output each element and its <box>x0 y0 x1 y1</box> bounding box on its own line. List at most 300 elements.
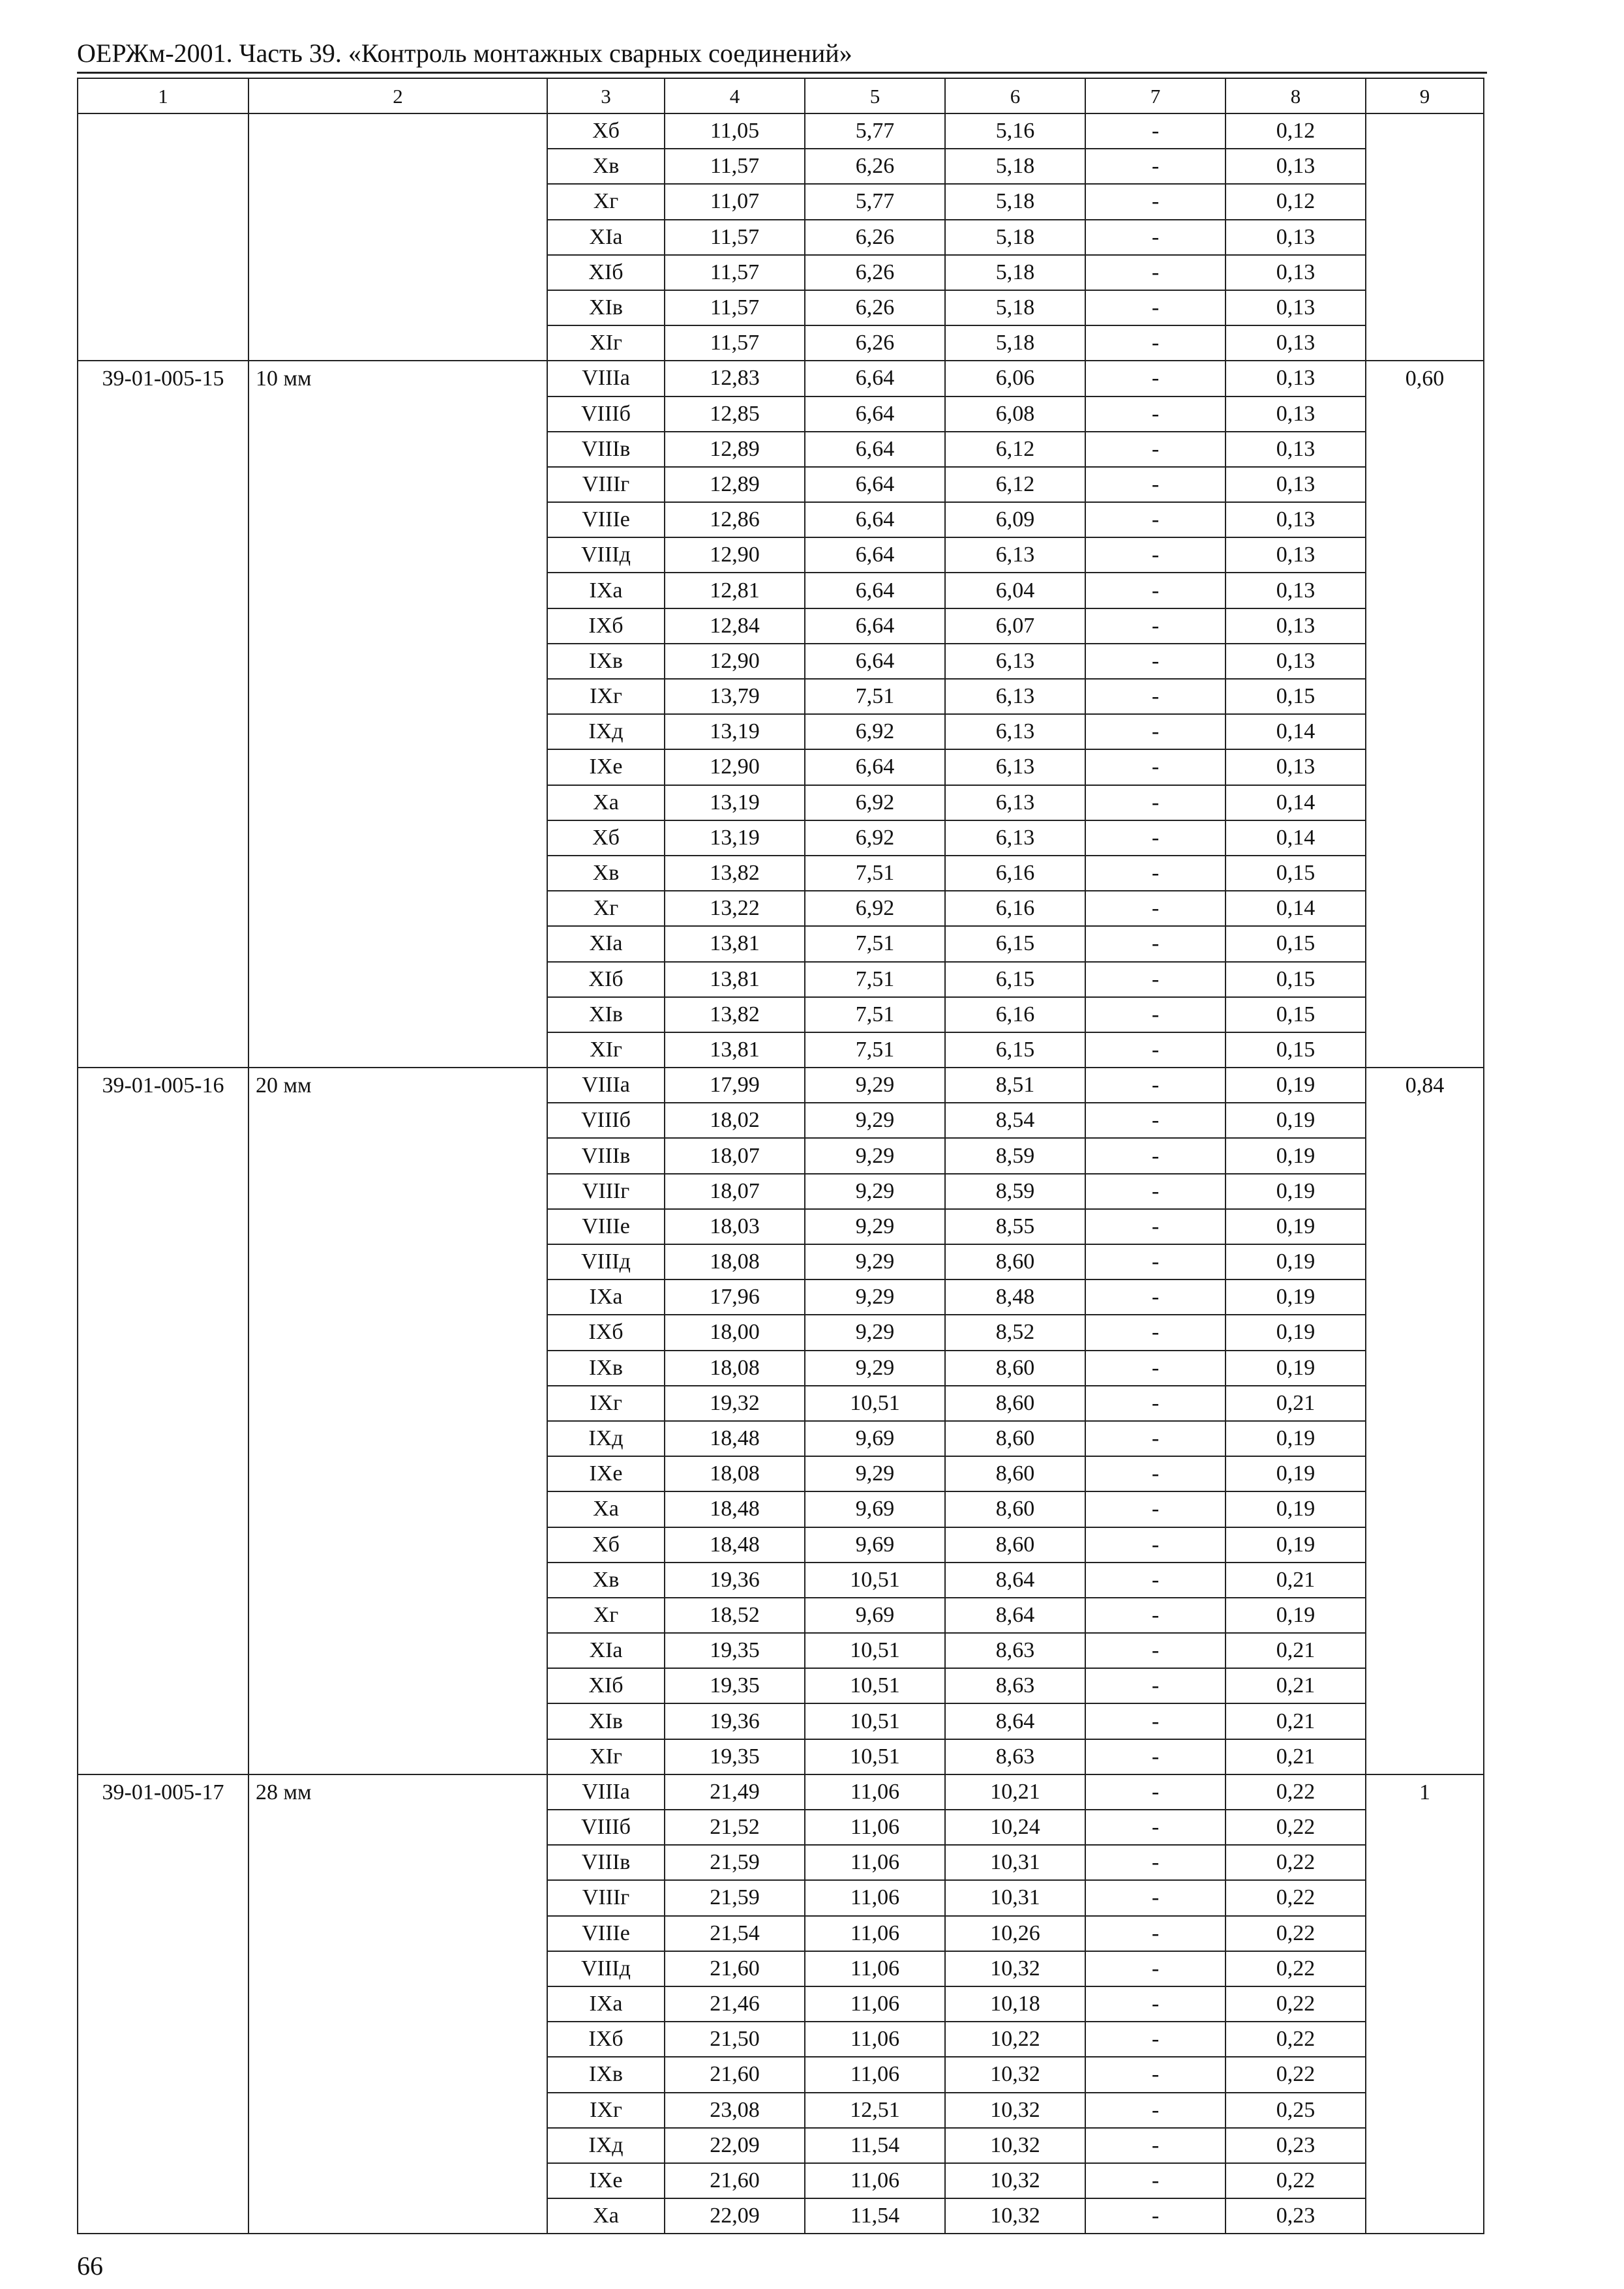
col4-cell: 18,48 <box>665 1527 805 1563</box>
col4-cell: 13,79 <box>665 679 805 714</box>
col7-cell: - <box>1085 785 1226 820</box>
col4-cell: 23,08 <box>665 2093 805 2128</box>
col7-cell: - <box>1085 749 1226 785</box>
col6-cell: 5,18 <box>945 220 1085 255</box>
col8-cell: 0,19 <box>1226 1456 1366 1491</box>
name-cell: 10 мм <box>248 361 547 1068</box>
col8-cell: 0,22 <box>1226 1880 1366 1915</box>
col7-cell: - <box>1085 820 1226 856</box>
col6-cell: 10,32 <box>945 2093 1085 2128</box>
col4-cell: 18,48 <box>665 1491 805 1527</box>
col8-cell: 0,19 <box>1226 1244 1366 1279</box>
col5-cell: 9,29 <box>805 1351 945 1386</box>
col6-cell: 5,18 <box>945 255 1085 290</box>
col5-cell: 7,51 <box>805 856 945 891</box>
subtype-cell: VIIIе <box>547 1209 665 1244</box>
col7-cell: - <box>1085 1774 1226 1810</box>
col6-cell: 6,15 <box>945 962 1085 997</box>
col5-cell: 9,29 <box>805 1138 945 1173</box>
col8-cell: 0,19 <box>1226 1209 1366 1244</box>
subtype-cell: VIIIв <box>547 1845 665 1880</box>
col6-cell: 10,21 <box>945 1774 1085 1810</box>
col4-cell: 18,07 <box>665 1174 805 1209</box>
table-row <box>78 1068 1484 1103</box>
column-header-6: 6 <box>945 78 1085 113</box>
col8-cell: 0,13 <box>1226 608 1366 644</box>
col6-cell: 6,09 <box>945 502 1085 537</box>
col6-cell: 6,15 <box>945 926 1085 961</box>
col8-cell: 0,12 <box>1226 184 1366 219</box>
subtype-cell: IXв <box>547 1351 665 1386</box>
col8-cell: 0,19 <box>1226 1527 1366 1563</box>
col6-cell: 8,63 <box>945 1633 1085 1668</box>
subtype-cell: VIIIб <box>547 1810 665 1845</box>
col4-cell: 18,52 <box>665 1598 805 1633</box>
col4-cell: 12,86 <box>665 502 805 537</box>
col4-cell: 21,46 <box>665 1986 805 2022</box>
col8-cell: 0,13 <box>1226 290 1366 325</box>
col6-cell: 8,60 <box>945 1527 1085 1563</box>
col6-cell: 8,60 <box>945 1421 1085 1456</box>
table-row <box>78 113 1484 149</box>
subtype-cell: XIв <box>547 997 665 1032</box>
subtype-cell: Xб <box>547 820 665 856</box>
col6-cell: 6,13 <box>945 644 1085 679</box>
col5-cell: 10,51 <box>805 1563 945 1598</box>
col4-cell: 17,96 <box>665 1279 805 1315</box>
col5-cell: 7,51 <box>805 962 945 997</box>
col7-cell: - <box>1085 1845 1226 1880</box>
col6-cell: 5,18 <box>945 325 1085 361</box>
subtype-cell: XIб <box>547 962 665 997</box>
col6-cell: 8,52 <box>945 1315 1085 1350</box>
col5-cell: 9,29 <box>805 1456 945 1491</box>
col5-cell: 11,06 <box>805 1951 945 1986</box>
col6-cell: 8,48 <box>945 1279 1085 1315</box>
subtype-cell: XIг <box>547 325 665 361</box>
col7-cell: - <box>1085 714 1226 749</box>
col8-cell: 0,23 <box>1226 2128 1366 2163</box>
subtype-cell: Xв <box>547 1563 665 1598</box>
col7-cell: - <box>1085 1351 1226 1386</box>
col7-cell: - <box>1085 1986 1226 2022</box>
col6-cell: 10,32 <box>945 1951 1085 1986</box>
col4-cell: 18,08 <box>665 1456 805 1491</box>
table-row <box>78 1774 1484 1810</box>
subtype-cell: IXе <box>547 2163 665 2198</box>
column-header-7: 7 <box>1085 78 1226 113</box>
col5-cell: 7,51 <box>805 1032 945 1068</box>
col5-cell: 6,64 <box>805 749 945 785</box>
col7-cell: - <box>1085 1598 1226 1633</box>
col7-cell: - <box>1085 962 1226 997</box>
col6-cell: 6,07 <box>945 608 1085 644</box>
col6-cell: 10,31 <box>945 1880 1085 1915</box>
col5-cell: 9,29 <box>805 1174 945 1209</box>
subtype-cell: XIг <box>547 1032 665 1068</box>
col5-cell: 9,29 <box>805 1244 945 1279</box>
col4-cell: 18,00 <box>665 1315 805 1350</box>
col5-cell: 9,69 <box>805 1491 945 1527</box>
col5-cell: 9,69 <box>805 1527 945 1563</box>
col5-cell: 11,06 <box>805 1810 945 1845</box>
col4-cell: 22,09 <box>665 2198 805 2234</box>
col5-cell: 11,06 <box>805 1880 945 1915</box>
col6-cell: 10,18 <box>945 1986 1085 2022</box>
col6-cell: 10,32 <box>945 2198 1085 2234</box>
column-header-3: 3 <box>547 78 665 113</box>
col5-cell: 9,29 <box>805 1209 945 1244</box>
col7-cell: - <box>1085 432 1226 467</box>
col7-cell: - <box>1085 644 1226 679</box>
col8-cell: 0,22 <box>1226 1810 1366 1845</box>
col8-cell: 0,19 <box>1226 1138 1366 1173</box>
col4-cell: 21,60 <box>665 2057 805 2092</box>
col5-cell: 7,51 <box>805 926 945 961</box>
col8-cell: 0,13 <box>1226 467 1366 502</box>
subtype-cell: VIIIб <box>547 1103 665 1138</box>
col5-cell: 9,29 <box>805 1279 945 1315</box>
subtype-cell: Xб <box>547 113 665 149</box>
subtype-cell: IXг <box>547 2093 665 2128</box>
col5-cell: 9,29 <box>805 1315 945 1350</box>
col6-cell: 8,64 <box>945 1598 1085 1633</box>
col4-cell: 13,81 <box>665 1032 805 1068</box>
col5-cell: 10,51 <box>805 1668 945 1703</box>
col5-cell: 10,51 <box>805 1386 945 1421</box>
rates-table <box>77 78 1484 2234</box>
col8-cell: 0,19 <box>1226 1068 1366 1103</box>
col7-cell: - <box>1085 1032 1226 1068</box>
col6-cell: 6,13 <box>945 537 1085 573</box>
subtype-cell: IXд <box>547 714 665 749</box>
col7-cell: - <box>1085 502 1226 537</box>
col6-cell: 10,31 <box>945 1845 1085 1880</box>
col5-cell: 11,06 <box>805 1916 945 1951</box>
col7-cell: - <box>1085 891 1226 926</box>
subtype-cell: VIIIа <box>547 361 665 396</box>
col5-cell: 6,92 <box>805 820 945 856</box>
col6-cell: 8,51 <box>945 1068 1085 1103</box>
col7-cell: - <box>1085 220 1226 255</box>
col7-cell: - <box>1085 2057 1226 2092</box>
col6-cell: 8,60 <box>945 1351 1085 1386</box>
col5-cell: 6,92 <box>805 714 945 749</box>
col5-cell: 11,54 <box>805 2198 945 2234</box>
col7-cell: - <box>1085 1951 1226 1986</box>
col8-cell: 0,19 <box>1226 1491 1366 1527</box>
col5-cell: 5,77 <box>805 184 945 219</box>
col4-cell: 18,08 <box>665 1244 805 1279</box>
col4-cell: 12,90 <box>665 537 805 573</box>
col6-cell: 5,18 <box>945 184 1085 219</box>
col6-cell: 6,04 <box>945 573 1085 608</box>
col6-cell: 8,59 <box>945 1138 1085 1173</box>
col5-cell: 10,51 <box>805 1633 945 1668</box>
col7-cell: - <box>1085 290 1226 325</box>
col7-cell: - <box>1085 1527 1226 1563</box>
col4-cell: 21,49 <box>665 1774 805 1810</box>
col8-cell: 0,15 <box>1226 1032 1366 1068</box>
col6-cell: 5,18 <box>945 149 1085 184</box>
subtype-cell: VIIIд <box>547 1951 665 1986</box>
col8-cell: 0,14 <box>1226 820 1366 856</box>
subtype-cell: IXб <box>547 2022 665 2057</box>
col7-cell: - <box>1085 1880 1226 1915</box>
col8-cell: 0,14 <box>1226 785 1366 820</box>
subtype-cell: IXг <box>547 679 665 714</box>
col4-cell: 21,60 <box>665 2163 805 2198</box>
total-cell: 1 <box>1366 1774 1484 2234</box>
col8-cell: 0,15 <box>1226 856 1366 891</box>
col4-cell: 18,02 <box>665 1103 805 1138</box>
col4-cell: 19,35 <box>665 1668 805 1703</box>
col7-cell: - <box>1085 255 1226 290</box>
col7-cell: - <box>1085 1244 1226 1279</box>
col7-cell: - <box>1085 1633 1226 1668</box>
col8-cell: 0,22 <box>1226 2022 1366 2057</box>
col6-cell: 8,60 <box>945 1386 1085 1421</box>
col8-cell: 0,13 <box>1226 573 1366 608</box>
subtype-cell: VIIIб <box>547 396 665 432</box>
subtype-cell: Xа <box>547 785 665 820</box>
col5-cell: 6,26 <box>805 149 945 184</box>
subtype-cell: Xг <box>547 891 665 926</box>
col7-cell: - <box>1085 2128 1226 2163</box>
subtype-cell: XIа <box>547 1633 665 1668</box>
col4-cell: 18,07 <box>665 1138 805 1173</box>
col5-cell: 6,64 <box>805 502 945 537</box>
subtype-cell: VIIIе <box>547 502 665 537</box>
col8-cell: 0,19 <box>1226 1421 1366 1456</box>
col8-cell: 0,19 <box>1226 1598 1366 1633</box>
col8-cell: 0,14 <box>1226 714 1366 749</box>
col8-cell: 0,15 <box>1226 962 1366 997</box>
subtype-cell: XIб <box>547 1668 665 1703</box>
col8-cell: 0,15 <box>1226 679 1366 714</box>
col7-cell: - <box>1085 1421 1226 1456</box>
col4-cell: 21,59 <box>665 1880 805 1915</box>
col7-cell: - <box>1085 573 1226 608</box>
col7-cell: - <box>1085 396 1226 432</box>
table-row <box>78 361 1484 396</box>
col7-cell: - <box>1085 1386 1226 1421</box>
col8-cell: 0,12 <box>1226 113 1366 149</box>
col5-cell: 6,64 <box>805 396 945 432</box>
col7-cell: - <box>1085 1491 1226 1527</box>
col6-cell: 6,16 <box>945 997 1085 1032</box>
col7-cell: - <box>1085 608 1226 644</box>
code-cell <box>78 113 248 361</box>
col7-cell: - <box>1085 1668 1226 1703</box>
subtype-cell: IXв <box>547 2057 665 2092</box>
col4-cell: 11,07 <box>665 184 805 219</box>
col8-cell: 0,22 <box>1226 1986 1366 2022</box>
col6-cell: 6,16 <box>945 856 1085 891</box>
col6-cell: 8,63 <box>945 1739 1085 1774</box>
col5-cell: 11,06 <box>805 2022 945 2057</box>
col4-cell: 11,05 <box>665 113 805 149</box>
col8-cell: 0,21 <box>1226 1563 1366 1598</box>
col8-cell: 0,21 <box>1226 1739 1366 1774</box>
column-header-5: 5 <box>805 78 945 113</box>
col8-cell: 0,13 <box>1226 644 1366 679</box>
subtype-cell: Xг <box>547 184 665 219</box>
col5-cell: 11,06 <box>805 1845 945 1880</box>
col4-cell: 12,81 <box>665 573 805 608</box>
col5-cell: 10,51 <box>805 1703 945 1739</box>
col5-cell: 6,92 <box>805 891 945 926</box>
col8-cell: 0,22 <box>1226 1916 1366 1951</box>
col4-cell: 13,22 <box>665 891 805 926</box>
col8-cell: 0,22 <box>1226 1774 1366 1810</box>
col8-cell: 0,15 <box>1226 926 1366 961</box>
col4-cell: 12,84 <box>665 608 805 644</box>
subtype-cell: VIIIв <box>547 1138 665 1173</box>
subtype-cell: IXа <box>547 1986 665 2022</box>
subtype-cell: IXг <box>547 1386 665 1421</box>
col5-cell: 6,64 <box>805 432 945 467</box>
col4-cell: 12,83 <box>665 361 805 396</box>
col8-cell: 0,13 <box>1226 749 1366 785</box>
col8-cell: 0,13 <box>1226 325 1366 361</box>
subtype-cell: VIIIа <box>547 1774 665 1810</box>
col8-cell: 0,22 <box>1226 1845 1366 1880</box>
col4-cell: 21,52 <box>665 1810 805 1845</box>
col5-cell: 6,64 <box>805 608 945 644</box>
col8-cell: 0,13 <box>1226 502 1366 537</box>
page-header-title: ОЕРЖм-2001. Часть 39. «Контроль монтажных сварных соединений» <box>77 38 852 68</box>
subtype-cell: XIа <box>547 220 665 255</box>
subtype-cell: Xа <box>547 2198 665 2234</box>
col8-cell: 0,22 <box>1226 2163 1366 2198</box>
col7-cell: - <box>1085 1916 1226 1951</box>
col6-cell: 8,60 <box>945 1456 1085 1491</box>
name-cell <box>248 113 547 361</box>
subtype-cell: IXд <box>547 2128 665 2163</box>
col7-cell: - <box>1085 1209 1226 1244</box>
col6-cell: 8,60 <box>945 1491 1085 1527</box>
col8-cell: 0,13 <box>1226 361 1366 396</box>
subtype-cell: VIIIг <box>547 1174 665 1209</box>
col6-cell: 10,32 <box>945 2163 1085 2198</box>
col7-cell: - <box>1085 1138 1226 1173</box>
code-cell: 39-01-005-17 <box>78 1774 248 2234</box>
col5-cell: 9,69 <box>805 1421 945 1456</box>
total-cell <box>1366 113 1484 361</box>
subtype-cell: Xб <box>547 1527 665 1563</box>
col5-cell: 6,26 <box>805 220 945 255</box>
col7-cell: - <box>1085 679 1226 714</box>
col4-cell: 12,85 <box>665 396 805 432</box>
col5-cell: 9,69 <box>805 1598 945 1633</box>
col6-cell: 6,06 <box>945 361 1085 396</box>
col4-cell: 13,19 <box>665 785 805 820</box>
col6-cell: 6,13 <box>945 679 1085 714</box>
col4-cell: 21,59 <box>665 1845 805 1880</box>
col6-cell: 10,24 <box>945 1810 1085 1845</box>
subtype-cell: VIIIд <box>547 537 665 573</box>
col8-cell: 0,19 <box>1226 1174 1366 1209</box>
col7-cell: - <box>1085 926 1226 961</box>
col8-cell: 0,13 <box>1226 537 1366 573</box>
col7-cell: - <box>1085 467 1226 502</box>
subtype-cell: VIIIа <box>547 1068 665 1103</box>
column-header-1: 1 <box>78 78 248 113</box>
col7-cell: - <box>1085 1739 1226 1774</box>
col5-cell: 6,64 <box>805 361 945 396</box>
col4-cell: 13,82 <box>665 997 805 1032</box>
col6-cell: 8,64 <box>945 1563 1085 1598</box>
col5-cell: 11,06 <box>805 2163 945 2198</box>
col7-cell: - <box>1085 149 1226 184</box>
col8-cell: 0,15 <box>1226 997 1366 1032</box>
col7-cell: - <box>1085 537 1226 573</box>
col7-cell: - <box>1085 1456 1226 1491</box>
col6-cell: 6,15 <box>945 1032 1085 1068</box>
col6-cell: 5,16 <box>945 113 1085 149</box>
col4-cell: 19,32 <box>665 1386 805 1421</box>
col7-cell: - <box>1085 1703 1226 1739</box>
col4-cell: 13,19 <box>665 820 805 856</box>
col8-cell: 0,22 <box>1226 2057 1366 2092</box>
col7-cell: - <box>1085 2163 1226 2198</box>
col6-cell: 10,26 <box>945 1916 1085 1951</box>
col5-cell: 11,06 <box>805 2057 945 2092</box>
col5-cell: 10,51 <box>805 1739 945 1774</box>
col4-cell: 11,57 <box>665 220 805 255</box>
header-rule <box>77 72 1487 74</box>
subtype-cell: IXа <box>547 573 665 608</box>
col5-cell: 6,64 <box>805 573 945 608</box>
name-cell: 28 мм <box>248 1774 547 2234</box>
col4-cell: 18,03 <box>665 1209 805 1244</box>
col4-cell: 21,54 <box>665 1916 805 1951</box>
col7-cell: - <box>1085 325 1226 361</box>
col4-cell: 11,57 <box>665 290 805 325</box>
col5-cell: 6,64 <box>805 644 945 679</box>
subtype-cell: XIв <box>547 290 665 325</box>
subtype-cell: XIа <box>547 926 665 961</box>
subtype-cell: XIг <box>547 1739 665 1774</box>
col6-cell: 6,13 <box>945 820 1085 856</box>
col4-cell: 13,19 <box>665 714 805 749</box>
col7-cell: - <box>1085 2198 1226 2234</box>
col7-cell: - <box>1085 361 1226 396</box>
col4-cell: 19,36 <box>665 1563 805 1598</box>
col7-cell: - <box>1085 2022 1226 2057</box>
col8-cell: 0,23 <box>1226 2198 1366 2234</box>
col8-cell: 0,21 <box>1226 1703 1366 1739</box>
col5-cell: 6,64 <box>805 467 945 502</box>
subtype-cell: XIб <box>547 255 665 290</box>
col5-cell: 6,26 <box>805 325 945 361</box>
col5-cell: 6,26 <box>805 255 945 290</box>
col8-cell: 0,19 <box>1226 1315 1366 1350</box>
col6-cell: 8,59 <box>945 1174 1085 1209</box>
col4-cell: 21,60 <box>665 1951 805 1986</box>
col4-cell: 13,81 <box>665 962 805 997</box>
col7-cell: - <box>1085 1563 1226 1598</box>
subtype-cell: IXа <box>547 1279 665 1315</box>
col7-cell: - <box>1085 1068 1226 1103</box>
col5-cell: 11,06 <box>805 1986 945 2022</box>
col5-cell: 7,51 <box>805 679 945 714</box>
col5-cell: 11,54 <box>805 2128 945 2163</box>
col7-cell: - <box>1085 1315 1226 1350</box>
col8-cell: 0,21 <box>1226 1633 1366 1668</box>
col4-cell: 12,90 <box>665 749 805 785</box>
